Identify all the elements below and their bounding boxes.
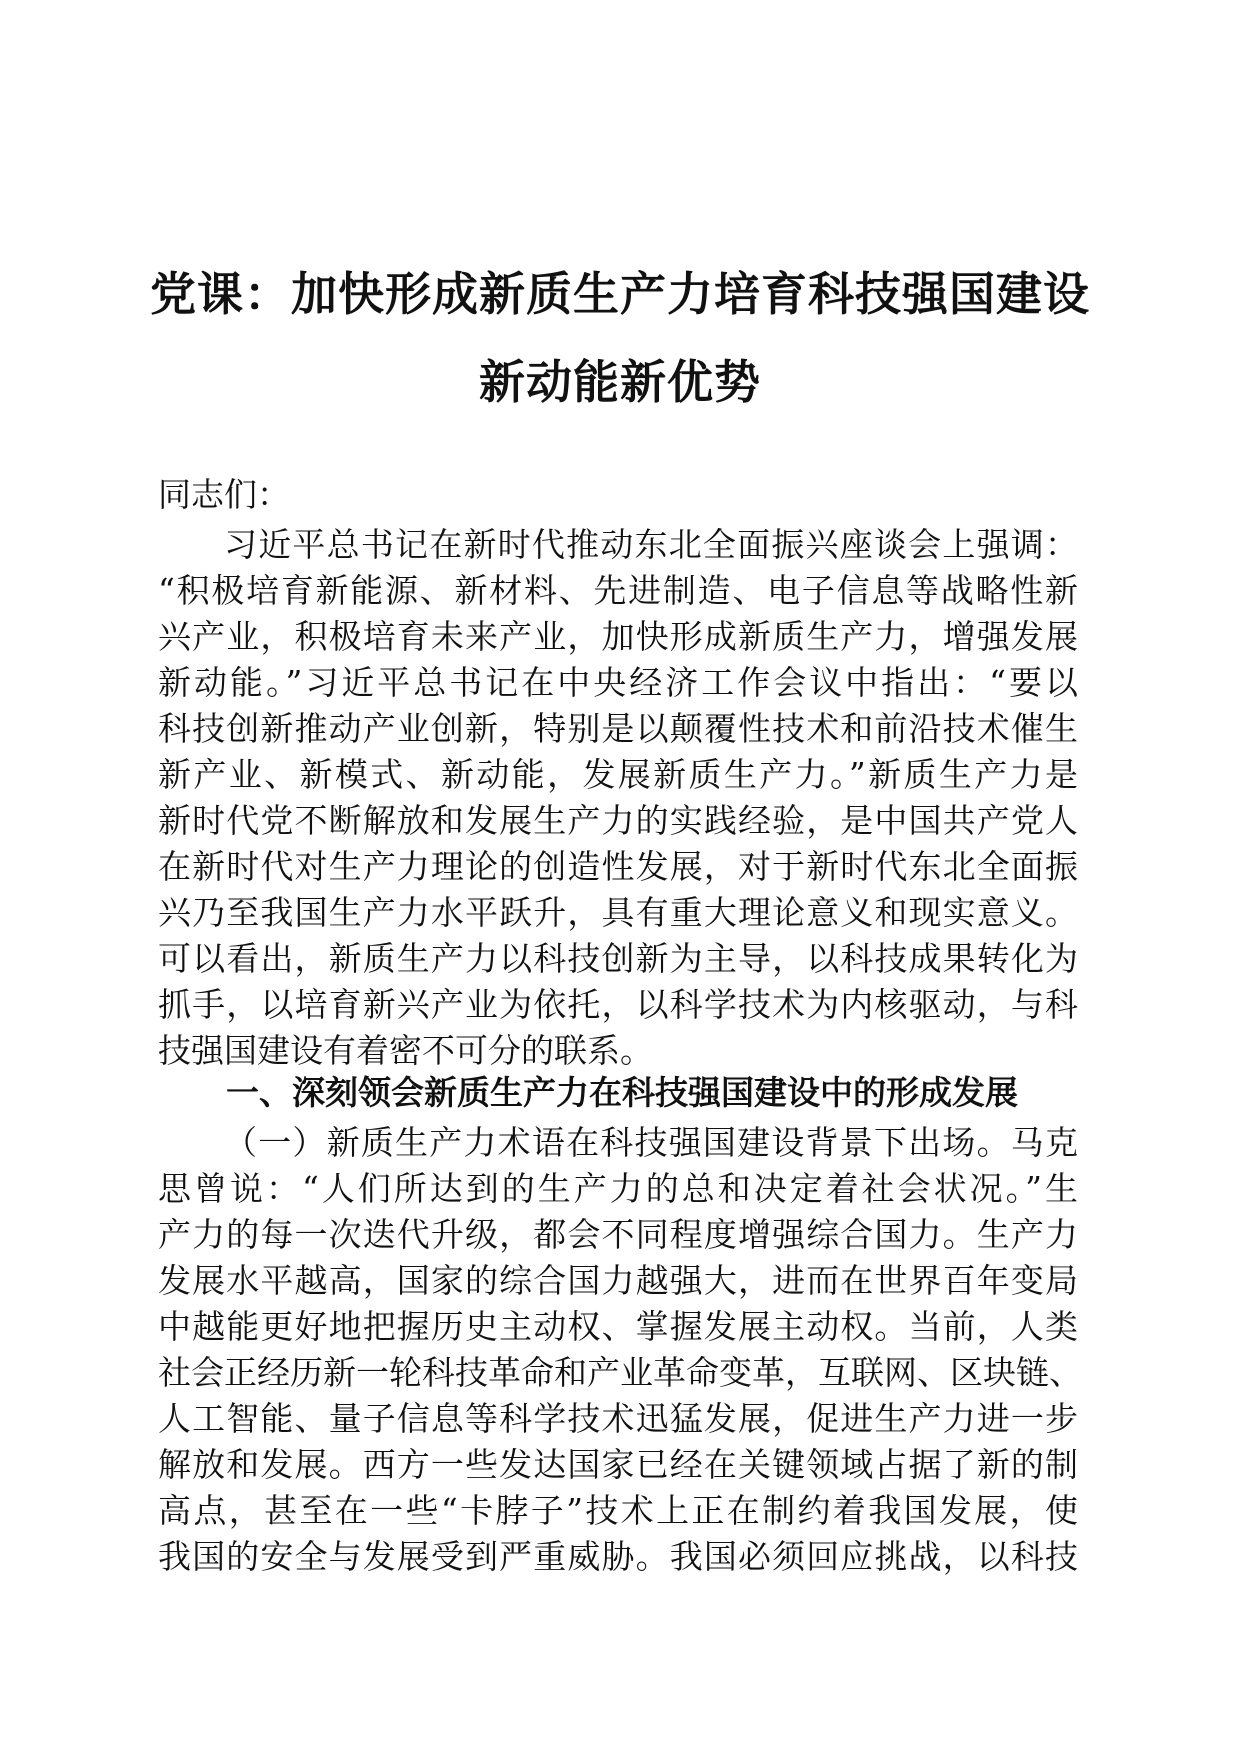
paragraph-line: 思曾说：“人们所达到的生产力的总和决定着社会状况。”生: [158, 1169, 1078, 1208]
paragraph-line: 习近平总书记在新时代推动东北全面振兴座谈会上强调：: [224, 525, 1078, 564]
paragraph-line: 我国的安全与发展受到严重威胁。我国必须回应挑战，以科技: [158, 1537, 1078, 1576]
paragraph-line: 产力的每一次迭代升级，都会不同程度增强综合国力。生产力: [158, 1215, 1078, 1254]
paragraph-line: 抓手，以培育新兴产业为依托，以科学技术为内核驱动，与科: [158, 985, 1078, 1024]
paragraph-line: 兴产业，积极培育未来产业，加快形成新质生产力，增强发展: [158, 617, 1078, 656]
paragraph-line: 高点，甚至在一些“卡脖子”技术上正在制约着我国发展，使: [158, 1491, 1078, 1530]
paragraph-line: （一）新质生产力术语在科技强国建设背景下出场。马克: [224, 1123, 1078, 1162]
paragraph-line: 科技创新推动产业创新，特别是以颠覆性技术和前沿技术催生: [158, 709, 1078, 748]
paragraph-line: 技强国建设有着密不可分的联系。: [158, 1031, 653, 1070]
paragraph-line: 兴乃至我国生产力水平跃升，具有重大理论意义和现实意义。: [158, 893, 1078, 932]
paragraph-line: “积极培育新能源、新材料、先进制造、电子信息等战略性新: [158, 571, 1078, 610]
paragraph-line: 可以看出，新质生产力以科技创新为主导，以科技成果转化为: [158, 939, 1078, 978]
paragraph-line: 中越能更好地把握历史主动权、掌握发展主动权。当前，人类: [158, 1307, 1078, 1346]
paragraph-line: 解放和发展。西方一些发达国家已经在关键领域占据了新的制: [158, 1445, 1078, 1484]
salutation: 同志们：: [158, 475, 290, 514]
paragraph-line: 在新时代对生产力理论的创造性发展，对于新时代东北全面振: [158, 847, 1078, 886]
paragraph-line: 人工智能、量子信息等科学技术迅猛发展，促进生产力进一步: [158, 1399, 1078, 1438]
paragraph-line: 新时代党不断解放和发展生产力的实践经验，是中国共产党人: [158, 801, 1078, 840]
document-title-line-1: 党课：加快形成新质生产力培育科技强国建设: [150, 267, 1090, 321]
paragraph-line: 发展水平越高，国家的综合国力越强大，进而在世界百年变局: [158, 1261, 1078, 1300]
document-title-line-2: 新动能新优势: [479, 355, 761, 409]
paragraph-line: 新动能。”习近平总书记在中央经济工作会议中指出：“要以: [158, 663, 1078, 702]
paragraph-line: 社会正经历新一轮科技革命和产业革命变革，互联网、区块链、: [158, 1353, 1082, 1392]
paragraph-line: 新产业、新模式、新动能，发展新质生产力。”新质生产力是: [158, 755, 1078, 794]
section-heading: 一、深刻领会新质生产力在科技强国建设中的形成发展: [226, 1073, 1018, 1112]
